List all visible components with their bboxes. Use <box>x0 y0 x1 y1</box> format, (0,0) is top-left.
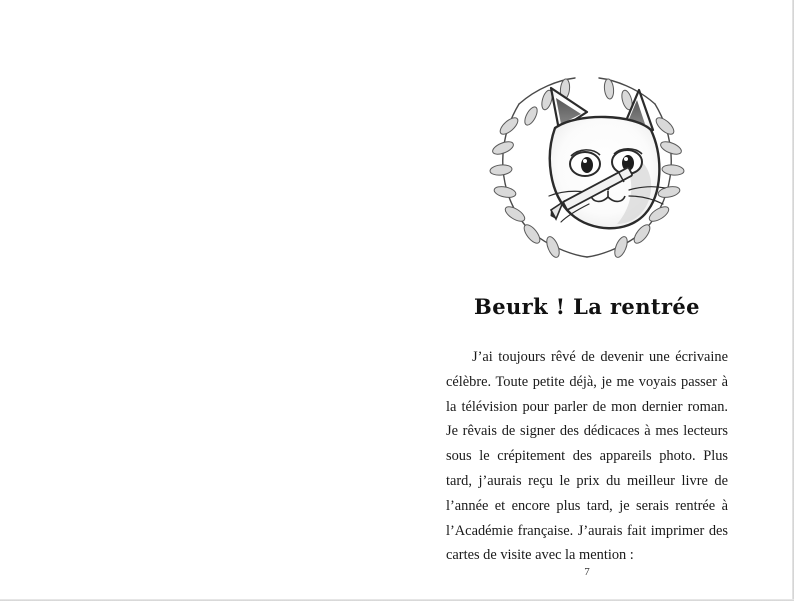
page-content-column <box>446 44 728 582</box>
chapter-title: Beurk ! La rentrée <box>474 294 700 319</box>
cat-with-pencil-in-laurel-wreath-icon <box>467 44 707 276</box>
chapter-opening-paragraph: J’ai toujours rêvé de devenir une écrivaine célèbre. Toute petite déjà, je me voyais passer à la télévision pour parler de mon dernier roman. Je rêvais de signer des dédicaces à mes lecteurs sous le crépitement des appareils photo. Plus tard, j’aurais reçu le prix du meilleur livre de l’année et encore plus tard, je serais rentrée à l’Académie française. J’aurais fait imprimer des cartes de visite avec la mention : <box>446 349 728 564</box>
page-number: 7 <box>584 566 590 578</box>
